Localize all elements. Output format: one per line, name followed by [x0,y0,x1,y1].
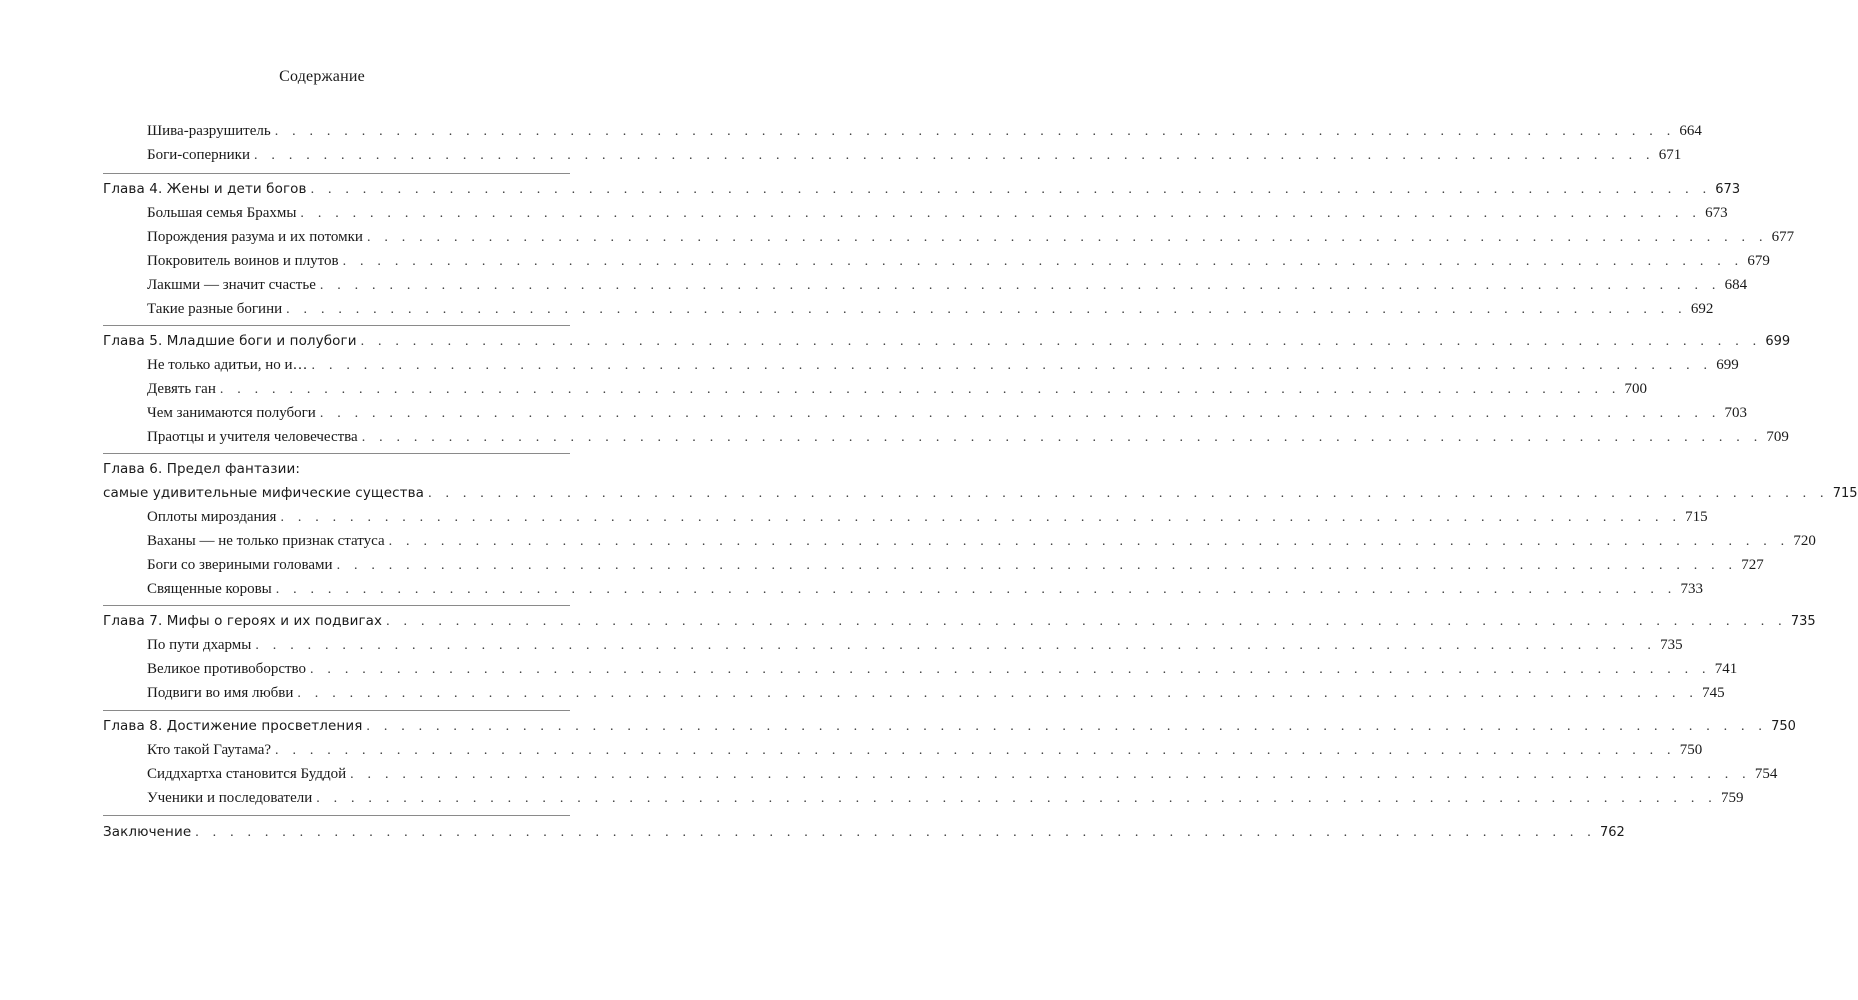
section-divider [103,605,570,606]
toc-entry[interactable] [147,274,1748,296]
toc-entry-label: Сиддхартха становится Буддой [147,766,347,782]
toc-entry[interactable] [147,378,1648,400]
toc-entry-label: Кто такой Гаутама? [147,742,272,758]
toc-entry[interactable] [147,226,1795,248]
toc-entry[interactable] [147,530,1816,552]
table-of-contents [103,0,1858,1000]
toc-entry[interactable] [147,658,1738,680]
toc-page-number: 715 [1685,509,1708,525]
toc-leader-dots: . . . . . . . . . . . . . . . . . . . . . . . . . . . . . . . . . . . . . . . . . . . . . . . . . . . . . . . . . . . . . . . . . . . . . . . . . . . . . . . . . [336,558,1738,573]
toc-chapter-label: Заключение [103,824,192,840]
section-divider [103,173,570,174]
toc-chapter-label: Глава 5. Младшие боги и полубоги [103,333,357,349]
toc-page-number: 700 [1624,381,1648,397]
toc-leader-dots: . . . . . . . . . . . . . . . . . . . . . . . . . . . . . . . . . . . . . . . . . . . . . . . . . . . . . . . . . . . . . . . . . . . . . . . . . . . . . . . . . [366,719,1768,734]
toc-chapter-4[interactable] [103,178,1741,200]
section-divider [103,325,570,326]
toc-page-number: 671 [1658,147,1682,163]
toc-entry-label: Покровитель воинов и плутов [147,253,339,269]
toc-chapter-6[interactable] [103,458,570,480]
toc-leader-dots: . . . . . . . . . . . . . . . . . . . . . . . . . . . . . . . . . . . . . . . . . . . . . . . . . . . . . . . . . . . . . . . . . . . . . . . . . . . . . . . . . [310,182,1712,197]
toc-entry[interactable] [147,578,1703,600]
toc-page-number: 673 [1705,205,1728,221]
toc-entry-label: Оплоты мироздания [147,509,277,525]
toc-chapter-label: Глава 4. Жены и дети богов [103,181,307,197]
toc-entry-label: Священные коровы [147,581,272,597]
toc-entry[interactable] [147,506,1708,528]
toc-leader-dots: . . . . . . . . . . . . . . . . . . . . . . . . . . . . . . . . . . . . . . . . . . . . . . . . . . . . . . . . . . . . . . . . . . . . . . . . . . . . . . . . . [311,358,1713,373]
toc-leader-dots: . . . . . . . . . . . . . . . . . . . . . . . . . . . . . . . . . . . . . . . . . . . . . . . . . . . . . . . . . . . . . . . . . . . . . . . . . . . . . . . . . [361,430,1763,445]
toc-leader-dots: . . . . . . . . . . . . . . . . . . . . . . . . . . . . . . . . . . . . . . . . . . . . . . . . . . . . . . . . . . . . . . . . . . . . . . . . . . . . . . . . . [310,662,1711,677]
toc-chapter-6-continuation[interactable] [103,482,1858,504]
toc-entry-label: Такие разные богини [147,301,283,317]
toc-entry-label: Чем занимаются полубоги [147,405,316,421]
toc-leader-dots: . . . . . . . . . . . . . . . . . . . . . . . . . . . . . . . . . . . . . . . . . . . . . . . . . . . . . . . . . . . . . . . . . . . . . . . . . . . . . . . . . [286,302,1687,317]
toc-leader-dots: . . . . . . . . . . . . . . . . . . . . . . . . . . . . . . . . . . . . . . . . . . . . . . . . . . . . . . . . . . . . . . . . . . . . . . . . . . . . . . . . . [386,614,1787,629]
toc-page-number: 741 [1714,661,1738,677]
toc-leader-dots: . . . . . . . . . . . . . . . . . . . . . . . . . . . . . . . . . . . . . . . . . . . . . . . . . . . . . . . . . . . . . . . . . . . . . . . . . . . . . . . . . [319,406,1721,421]
toc-entry-label: По пути дхармы [147,637,252,653]
toc-entry-label: Не только адитьи, но и… [147,357,308,373]
toc-entry-shiva[interactable] [147,120,1702,142]
toc-leader-dots: . . . . . . . . . . . . . . . . . . . . . . . . . . . . . . . . . . . . . . . . . . . . . . . . . . . . . . . . . . . . . . . . . . . . . . . . . . . . . . . . . [388,534,1790,549]
toc-entry-rivals[interactable] [147,144,1682,166]
toc-page-number: 735 [1790,614,1816,629]
toc-leader-dots: . . . . . . . . . . . . . . . . . . . . . . . . . . . . . . . . . . . . . . . . . . . . . . . . . . . . . . . . . . . . . . . . . . . . . . . . . . . . . . . . . [428,486,1829,501]
toc-chapter-label: Глава 7. Мифы о героях и их подвигах [103,613,383,629]
toc-leader-dots: . . . . . . . . . . . . . . . . . . . . . . . . . . . . . . . . . . . . . . . . . . . . . . . . . . . . . . . . . . . . . . . . . . . . . . . . . . . . . . . . . [255,638,1657,653]
toc-leader-dots: . . . . . . . . . . . . . . . . . . . . . . . . . . . . . . . . . . . . . . . . . . . . . . . . . . . . . . . . . . . . . . . . . . . . . . . . . . . . . . . . . [254,148,1655,163]
toc-entry[interactable] [147,250,1770,272]
toc-page-number: 699 [1716,357,1739,373]
toc-entry-label: Великое противоборство [147,661,307,677]
page-title: Содержание [279,68,365,85]
toc-leader-dots: . . . . . . . . . . . . . . . . . . . . . . . . . . . . . . . . . . . . . . . . . . . . . . . . . . . . . . . . . . . . . . . . . . . . . . . . . . . . . . . . . [360,334,1762,349]
toc-chapter-7[interactable] [103,610,1816,632]
toc-page-number: 759 [1720,790,1744,806]
toc-page-number: 745 [1702,685,1725,701]
toc-leader-dots: . . . . . . . . . . . . . . . . . . . . . . . . . . . . . . . . . . . . . . . . . . . . . . . . . . . . . . . . . . . . . . . . . . . . . . . . . . . . . . . . . [350,767,1751,782]
toc-page-number: 703 [1724,405,1748,421]
toc-entry-label: Шива-разрушитель [147,123,271,139]
toc-page-number: 720 [1793,533,1816,549]
toc-entry[interactable] [147,202,1728,224]
section-divider [103,710,570,711]
toc-chapter-8[interactable] [103,715,1796,737]
toc-leader-dots: . . . . . . . . . . . . . . . . . . . . . . . . . . . . . . . . . . . . . . . . . . . . . . . . . . . . . . . . . . . . . . . . . . . . . . . . . . . . . . . . . [275,743,1676,758]
toc-entry[interactable] [147,739,1703,761]
toc-page-number: 750 [1771,719,1796,734]
toc-page-number: 679 [1747,253,1770,269]
section-divider [103,815,570,816]
toc-page-number: 709 [1766,429,1789,445]
toc-entry[interactable] [147,402,1748,424]
toc-leader-dots: . . . . . . . . . . . . . . . . . . . . . . . . . . . . . . . . . . . . . . . . . . . . . . . . . . . . . . . . . . . . . . . . . . . . . . . . . . . . . . . . . [195,825,1596,840]
toc-page-number: 692 [1690,301,1714,317]
toc-leader-dots: . . . . . . . . . . . . . . . . . . . . . . . . . . . . . . . . . . . . . . . . . . . . . . . . . . . . . . . . . . . . . . . . . . . . . . . . . . . . . . . . . [219,382,1621,397]
toc-entry-label: Подвиги во имя любви [147,685,294,701]
toc-entry[interactable] [147,787,1744,809]
toc-entry[interactable] [147,426,1789,448]
toc-chapter-5[interactable] [103,330,1791,352]
toc-entry[interactable] [147,763,1778,785]
toc-entry[interactable] [147,354,1739,376]
toc-entry-label: Праотцы и учителя человечества [147,429,358,445]
toc-page-number: 699 [1765,334,1791,349]
toc-page-number: 735 [1660,637,1683,653]
section-divider [103,453,570,454]
toc-entry[interactable] [147,682,1725,704]
toc-leader-dots: . . . . . . . . . . . . . . . . . . . . . . . . . . . . . . . . . . . . . . . . . . . . . . . . . . . . . . . . . . . . . . . . . . . . . . . . . . . . . . . . . [274,124,1676,139]
toc-page-number: 715 [1832,486,1858,501]
toc-conclusion[interactable] [103,821,1625,843]
toc-page-number: 754 [1754,766,1778,782]
toc-page-number: 677 [1771,229,1795,245]
toc-leader-dots: . . . . . . . . . . . . . . . . . . . . . . . . . . . . . . . . . . . . . . . . . . . . . . . . . . . . . . . . . . . . . . . . . . . . . . . . . . . . . . . . . [300,206,1702,221]
toc-entry-label: Боги со звериными головами [147,557,333,573]
toc-leader-dots: . . . . . . . . . . . . . . . . . . . . . . . . . . . . . . . . . . . . . . . . . . . . . . . . . . . . . . . . . . . . . . . . . . . . . . . . . . . . . . . . . [297,686,1699,701]
toc-page-number: 684 [1724,277,1748,293]
toc-entry[interactable] [147,554,1764,576]
toc-entry-label: Боги-соперники [147,147,251,163]
toc-leader-dots: . . . . . . . . . . . . . . . . . . . . . . . . . . . . . . . . . . . . . . . . . . . . . . . . . . . . . . . . . . . . . . . . . . . . . . . . . . . . . . . . . [275,582,1677,597]
toc-leader-dots: . . . . . . . . . . . . . . . . . . . . . . . . . . . . . . . . . . . . . . . . . . . . . . . . . . . . . . . . . . . . . . . . . . . . . . . . . . . . . . . . . [316,791,1717,806]
toc-entry[interactable] [147,634,1683,656]
toc-entry-label: Лакшми — значит счастье [147,277,316,293]
toc-leader-dots: . . . . . . . . . . . . . . . . . . . . . . . . . . . . . . . . . . . . . . . . . . . . . . . . . . . . . . . . . . . . . . . . . . . . . . . . . . . . . . . . . [319,278,1721,293]
toc-leader-dots: . . . . . . . . . . . . . . . . . . . . . . . . . . . . . . . . . . . . . . . . . . . . . . . . . . . . . . . . . . . . . . . . . . . . . . . . . . . . . . . . . [342,254,1744,269]
toc-entry-label: Порождения разума и их потомки [147,229,363,245]
toc-page-number: 727 [1741,557,1764,573]
toc-page-number: 762 [1599,825,1625,840]
toc-leader-dots: . . . . . . . . . . . . . . . . . . . . . . . . . . . . . . . . . . . . . . . . . . . . . . . . . . . . . . . . . . . . . . . . . . . . . . . . . . . . . . . . . [366,230,1768,245]
toc-entry[interactable] [147,298,1714,320]
toc-leader-dots: . . . . . . . . . . . . . . . . . . . . . . . . . . . . . . . . . . . . . . . . . . . . . . . . . . . . . . . . . . . . . . . . . . . . . . . . . . . . . . . . . [280,510,1682,525]
toc-chapter-label: Глава 8. Достижение просветления [103,718,363,734]
toc-entry-label: Ваханы — не только признак статуса [147,533,385,549]
toc-page-number: 750 [1679,742,1703,758]
toc-entry-label: Большая семья Брахмы [147,205,297,221]
toc-page-number: 664 [1679,123,1702,139]
toc-chapter-label: Глава 6. Предел фантазии: [103,461,300,477]
toc-page-number: 673 [1715,182,1741,197]
toc-entry-label: Ученики и последователи [147,790,313,806]
toc-entry-label: Девять ган [147,381,216,397]
toc-chapter-label: самые удивительные мифические существа [103,485,425,501]
toc-page-number: 733 [1680,581,1703,597]
